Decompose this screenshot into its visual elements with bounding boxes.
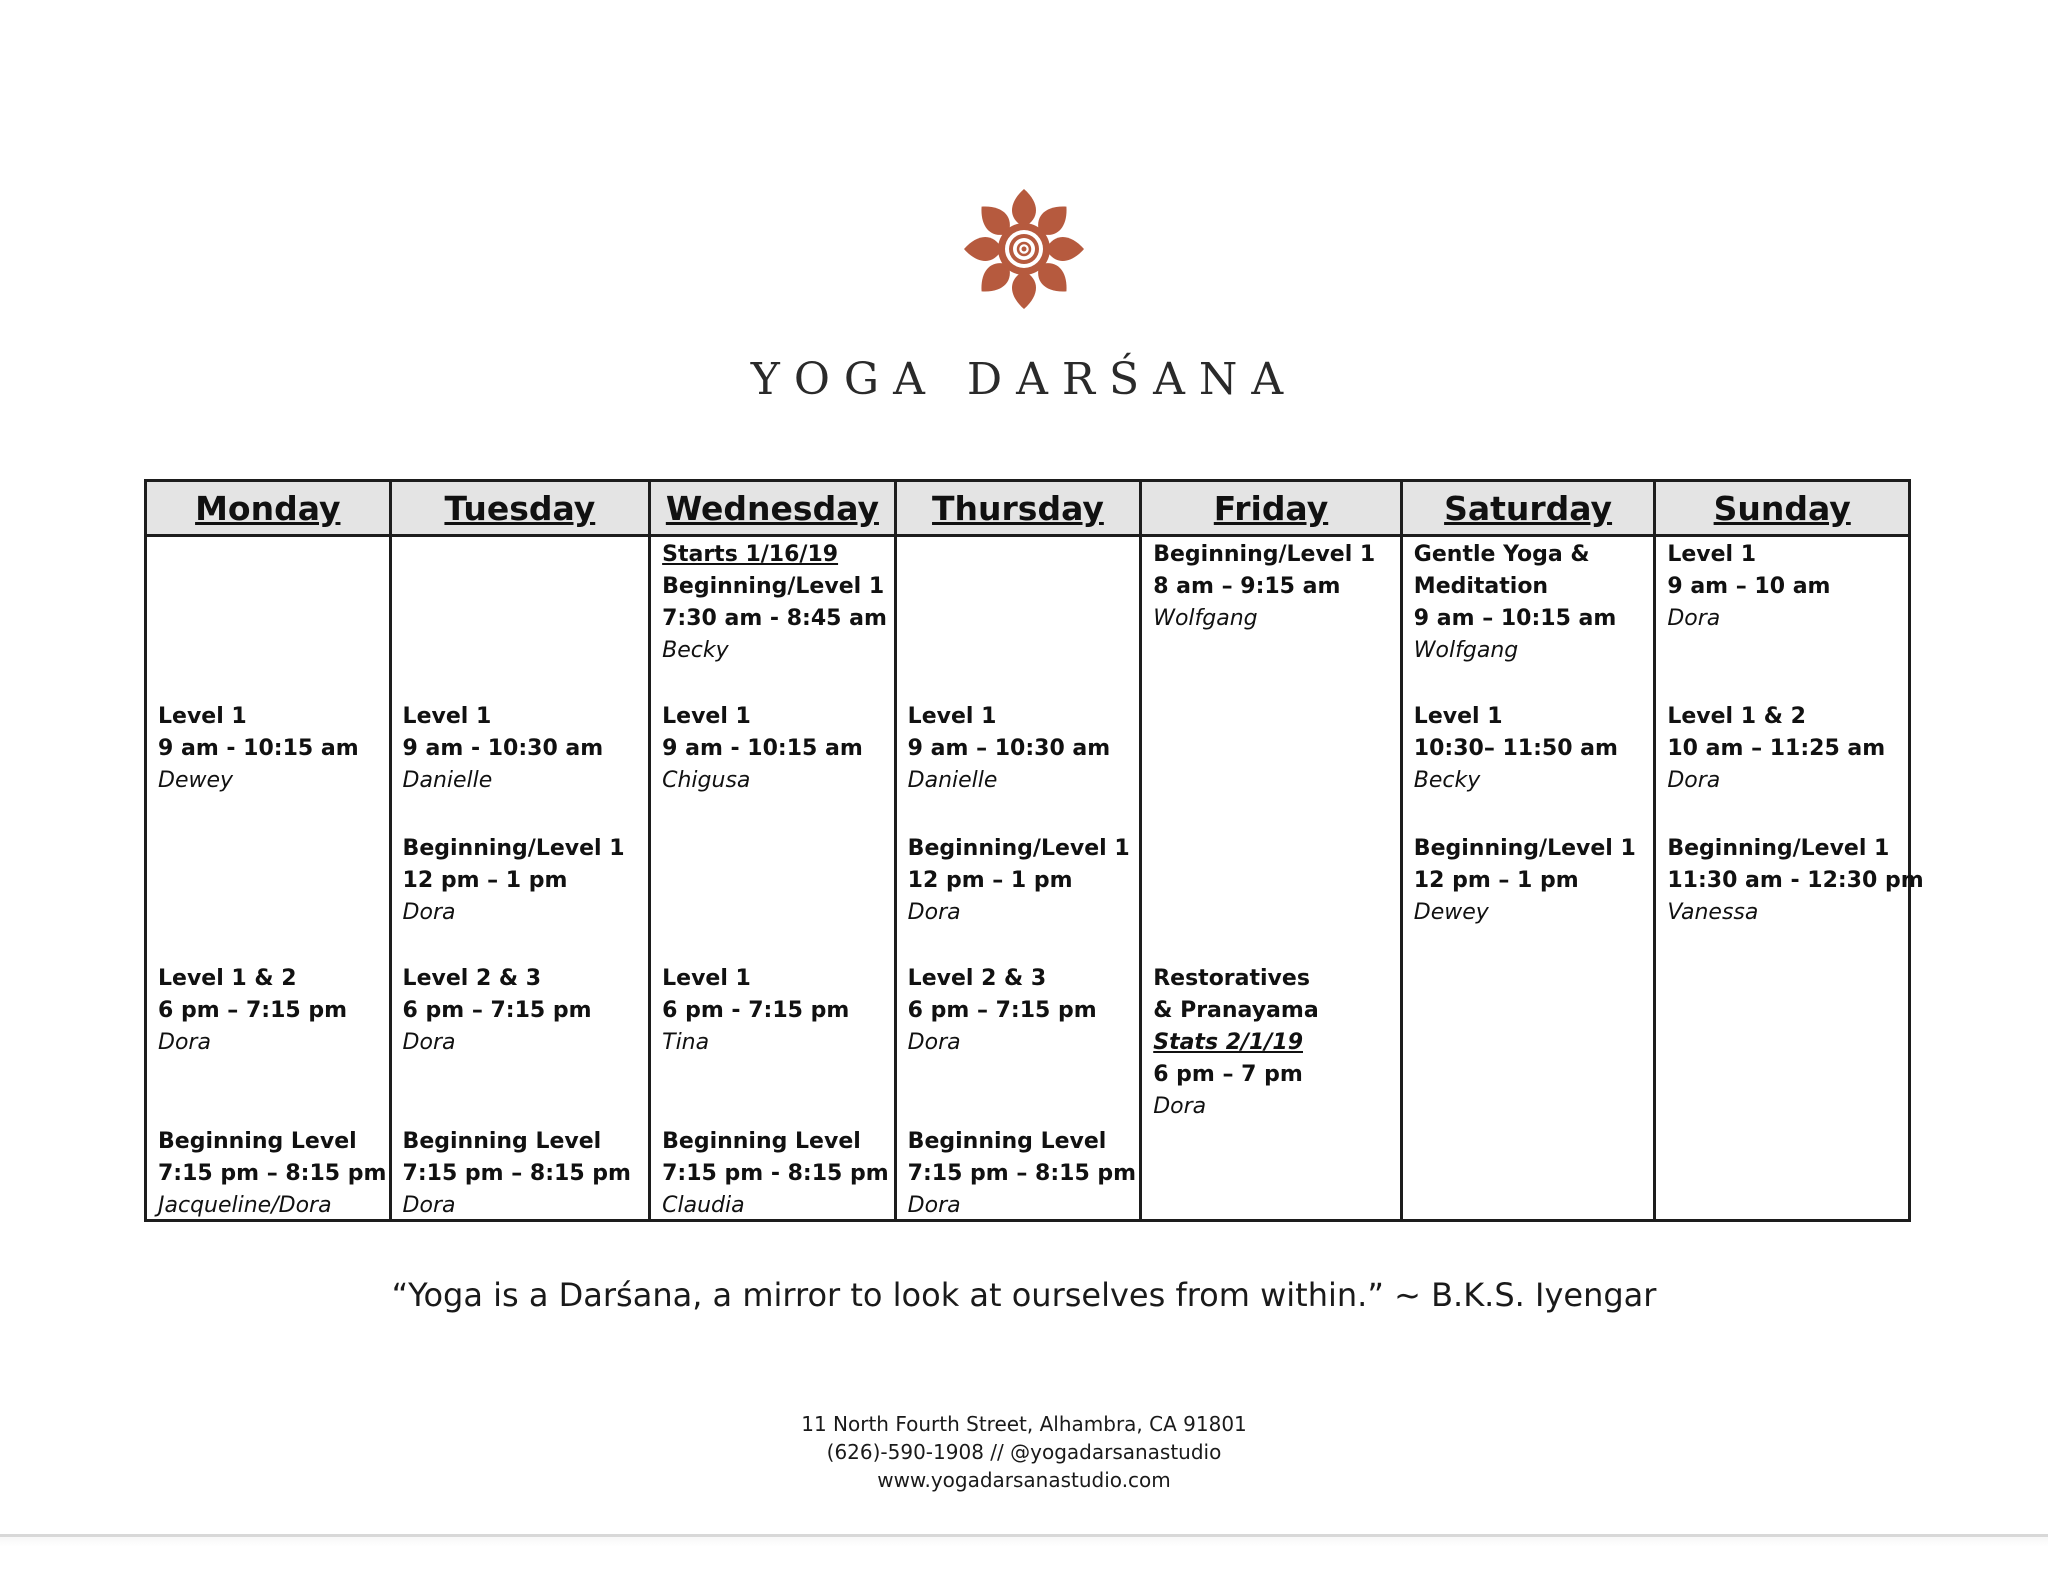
instructor-name: Dora <box>907 900 961 925</box>
instructor-name: Wolfgang <box>1153 606 1258 631</box>
instructor-name: Dora <box>158 1030 211 1055</box>
class-title: Level 1 <box>907 704 997 729</box>
class-title: Gentle Yoga & <box>1413 542 1590 567</box>
contact-info: (626)-590-1908 // @yogadarsanastudio <box>826 1440 1222 1464</box>
day-column-monday <box>146 536 391 1221</box>
class-time: 9 am – 10:30 am <box>907 736 1111 761</box>
day-header-monday: Monday <box>146 481 391 536</box>
day-header-saturday: Saturday <box>1401 481 1655 536</box>
class-title: Level 1 <box>662 966 751 991</box>
class-time: 9 am – 10:15 am <box>1413 606 1617 631</box>
class-time: 7:30 am - 8:45 am <box>662 606 887 631</box>
class-time: 12 pm – 1 pm <box>907 868 1073 893</box>
class-time: 6 pm - 7:15 pm <box>662 998 850 1023</box>
instructor-name: Vanessa <box>1667 900 1759 925</box>
class-block <box>908 1126 1136 1222</box>
class-block <box>1667 701 1904 797</box>
day-column-saturday <box>1401 536 1655 1221</box>
class-block <box>1153 539 1396 635</box>
class-title: Level 1 <box>158 704 247 729</box>
class-title: Level 2 & 3 <box>402 966 542 991</box>
weekly-schedule-table <box>144 479 1924 1222</box>
instructor-name: Danielle <box>907 768 998 793</box>
class-title: Level 1 <box>662 704 751 729</box>
instructor-name: Jacqueline/Dora <box>158 1193 332 1218</box>
instructor-name: Claudia <box>662 1193 745 1218</box>
class-title: Beginning Level <box>158 1129 357 1154</box>
class-time: 7:15 pm – 8:15 pm <box>158 1161 387 1186</box>
instructor-name: Chigusa <box>662 768 751 793</box>
class-title: Beginning/Level 1 <box>1413 836 1636 861</box>
instructor-name: Becky <box>662 638 729 663</box>
instructor-name: Tina <box>662 1030 710 1055</box>
studio-name: YOGA DARŚANA <box>750 354 1298 405</box>
class-title: Level 1 & 2 <box>1667 704 1806 729</box>
class-title: Level 1 <box>402 704 492 729</box>
class-time: 7:15 pm - 8:15 pm <box>662 1161 889 1186</box>
class-block <box>662 539 890 667</box>
class-title: Beginning/Level 1 <box>1667 836 1890 861</box>
class-block <box>1153 963 1396 1123</box>
address: 11 North Fourth Street, Alhambra, CA 91801 <box>801 1412 1247 1436</box>
instructor-name: Dora <box>402 900 456 925</box>
instructor-name: Dora <box>907 1030 961 1055</box>
class-block <box>158 701 385 797</box>
day-header-tuesday: Tuesday <box>390 481 650 536</box>
day-column-wednesday <box>650 536 896 1221</box>
class-time: 7:15 pm – 8:15 pm <box>907 1161 1137 1186</box>
class-block <box>403 963 645 1059</box>
class-time: 9 am – 10 am <box>1667 574 1831 599</box>
day-column-thursday <box>895 536 1141 1221</box>
class-block <box>1414 701 1650 797</box>
studio-footer <box>0 1410 2048 1494</box>
class-title: Beginning Level <box>662 1129 861 1154</box>
class-time: 11:30 am - 12:30 pm <box>1667 868 1924 893</box>
class-block <box>662 1126 890 1222</box>
instructor-name: Danielle <box>402 768 493 793</box>
instructor-name: Dora <box>1667 606 1721 631</box>
class-block <box>158 1126 385 1222</box>
class-block <box>908 833 1136 929</box>
class-time: 6 pm – 7:15 pm <box>907 998 1097 1023</box>
class-title: Beginning/Level 1 <box>907 836 1130 861</box>
instructor-name: Dewey <box>158 768 234 793</box>
class-title: Beginning/Level 1 <box>402 836 625 861</box>
class-time: 6 pm – 7:15 pm <box>402 998 592 1023</box>
class-time: 10 am – 11:25 am <box>1667 736 1886 761</box>
day-header-thursday: Thursday <box>895 481 1141 536</box>
class-block <box>1667 833 1924 929</box>
instructor-name: Dora <box>1667 768 1721 793</box>
class-time: 10:30– 11:50 am <box>1413 736 1618 761</box>
class-title: Level 2 & 3 <box>907 966 1047 991</box>
class-title: Level 1 & 2 <box>158 966 297 991</box>
start-date-note: Starts 1/16/19 <box>662 542 839 567</box>
website-link[interactable]: www.yogadarsanastudio.com <box>877 1468 1171 1492</box>
class-block <box>403 1126 645 1222</box>
class-time: 6 pm – 7:15 pm <box>158 998 348 1023</box>
class-time: 9 am - 10:30 am <box>402 736 604 761</box>
class-block <box>403 701 645 797</box>
class-time: 7:15 pm – 8:15 pm <box>402 1161 631 1186</box>
instructor-name: Dewey <box>1413 900 1489 925</box>
class-time: 8 am – 9:15 am <box>1153 574 1341 599</box>
class-title: Beginning Level <box>402 1129 602 1154</box>
class-block <box>158 963 385 1059</box>
class-title: & Pranayama <box>1153 998 1319 1023</box>
instructor-name: Dora <box>1153 1094 1207 1119</box>
page-bottom-edge <box>0 1534 2048 1585</box>
class-time: 12 pm – 1 pm <box>402 868 568 893</box>
class-block <box>1414 539 1650 667</box>
class-block <box>662 963 890 1059</box>
class-time: 9 am - 10:15 am <box>158 736 359 761</box>
instructor-name: Dora <box>907 1193 961 1218</box>
class-title: Beginning/Level 1 <box>662 574 885 599</box>
class-title: Meditation <box>1413 574 1549 599</box>
start-date-note: Stats 2/1/19 <box>1153 1030 1303 1055</box>
day-header-friday: Friday <box>1141 481 1402 536</box>
class-block <box>1667 539 1904 635</box>
class-title: Beginning Level <box>907 1129 1107 1154</box>
class-block <box>403 833 645 929</box>
day-column-sunday <box>1655 536 1924 1221</box>
class-time: 12 pm – 1 pm <box>1413 868 1579 893</box>
instructor-name: Becky <box>1413 768 1481 793</box>
class-title: Beginning/Level 1 <box>1153 542 1376 567</box>
class-block <box>908 701 1136 797</box>
instructor-name: Dora <box>402 1030 456 1055</box>
class-title: Restoratives <box>1153 966 1310 991</box>
class-time: 9 am - 10:15 am <box>662 736 863 761</box>
day-column-friday <box>1141 536 1402 1221</box>
class-block <box>1414 833 1650 929</box>
lotus-logo-icon <box>961 186 1087 312</box>
class-block <box>662 701 890 797</box>
instructor-name: Wolfgang <box>1413 638 1519 663</box>
day-header-sunday: Sunday <box>1655 481 1910 536</box>
class-block <box>908 963 1136 1059</box>
instructor-name: Dora <box>402 1193 456 1218</box>
day-header-wednesday: Wednesday <box>650 481 896 536</box>
day-column-tuesday <box>390 536 650 1221</box>
class-title: Level 1 <box>1413 704 1503 729</box>
class-time: 6 pm – 7 pm <box>1153 1062 1303 1087</box>
class-title: Level 1 <box>1667 542 1757 567</box>
iyengar-quote: “Yoga is a Darśana, a mirror to look at ourselves from within.” ~ B.K.S. Iyengar <box>391 1276 1657 1314</box>
day-header-row <box>146 481 1910 536</box>
class-row <box>146 536 1910 1221</box>
